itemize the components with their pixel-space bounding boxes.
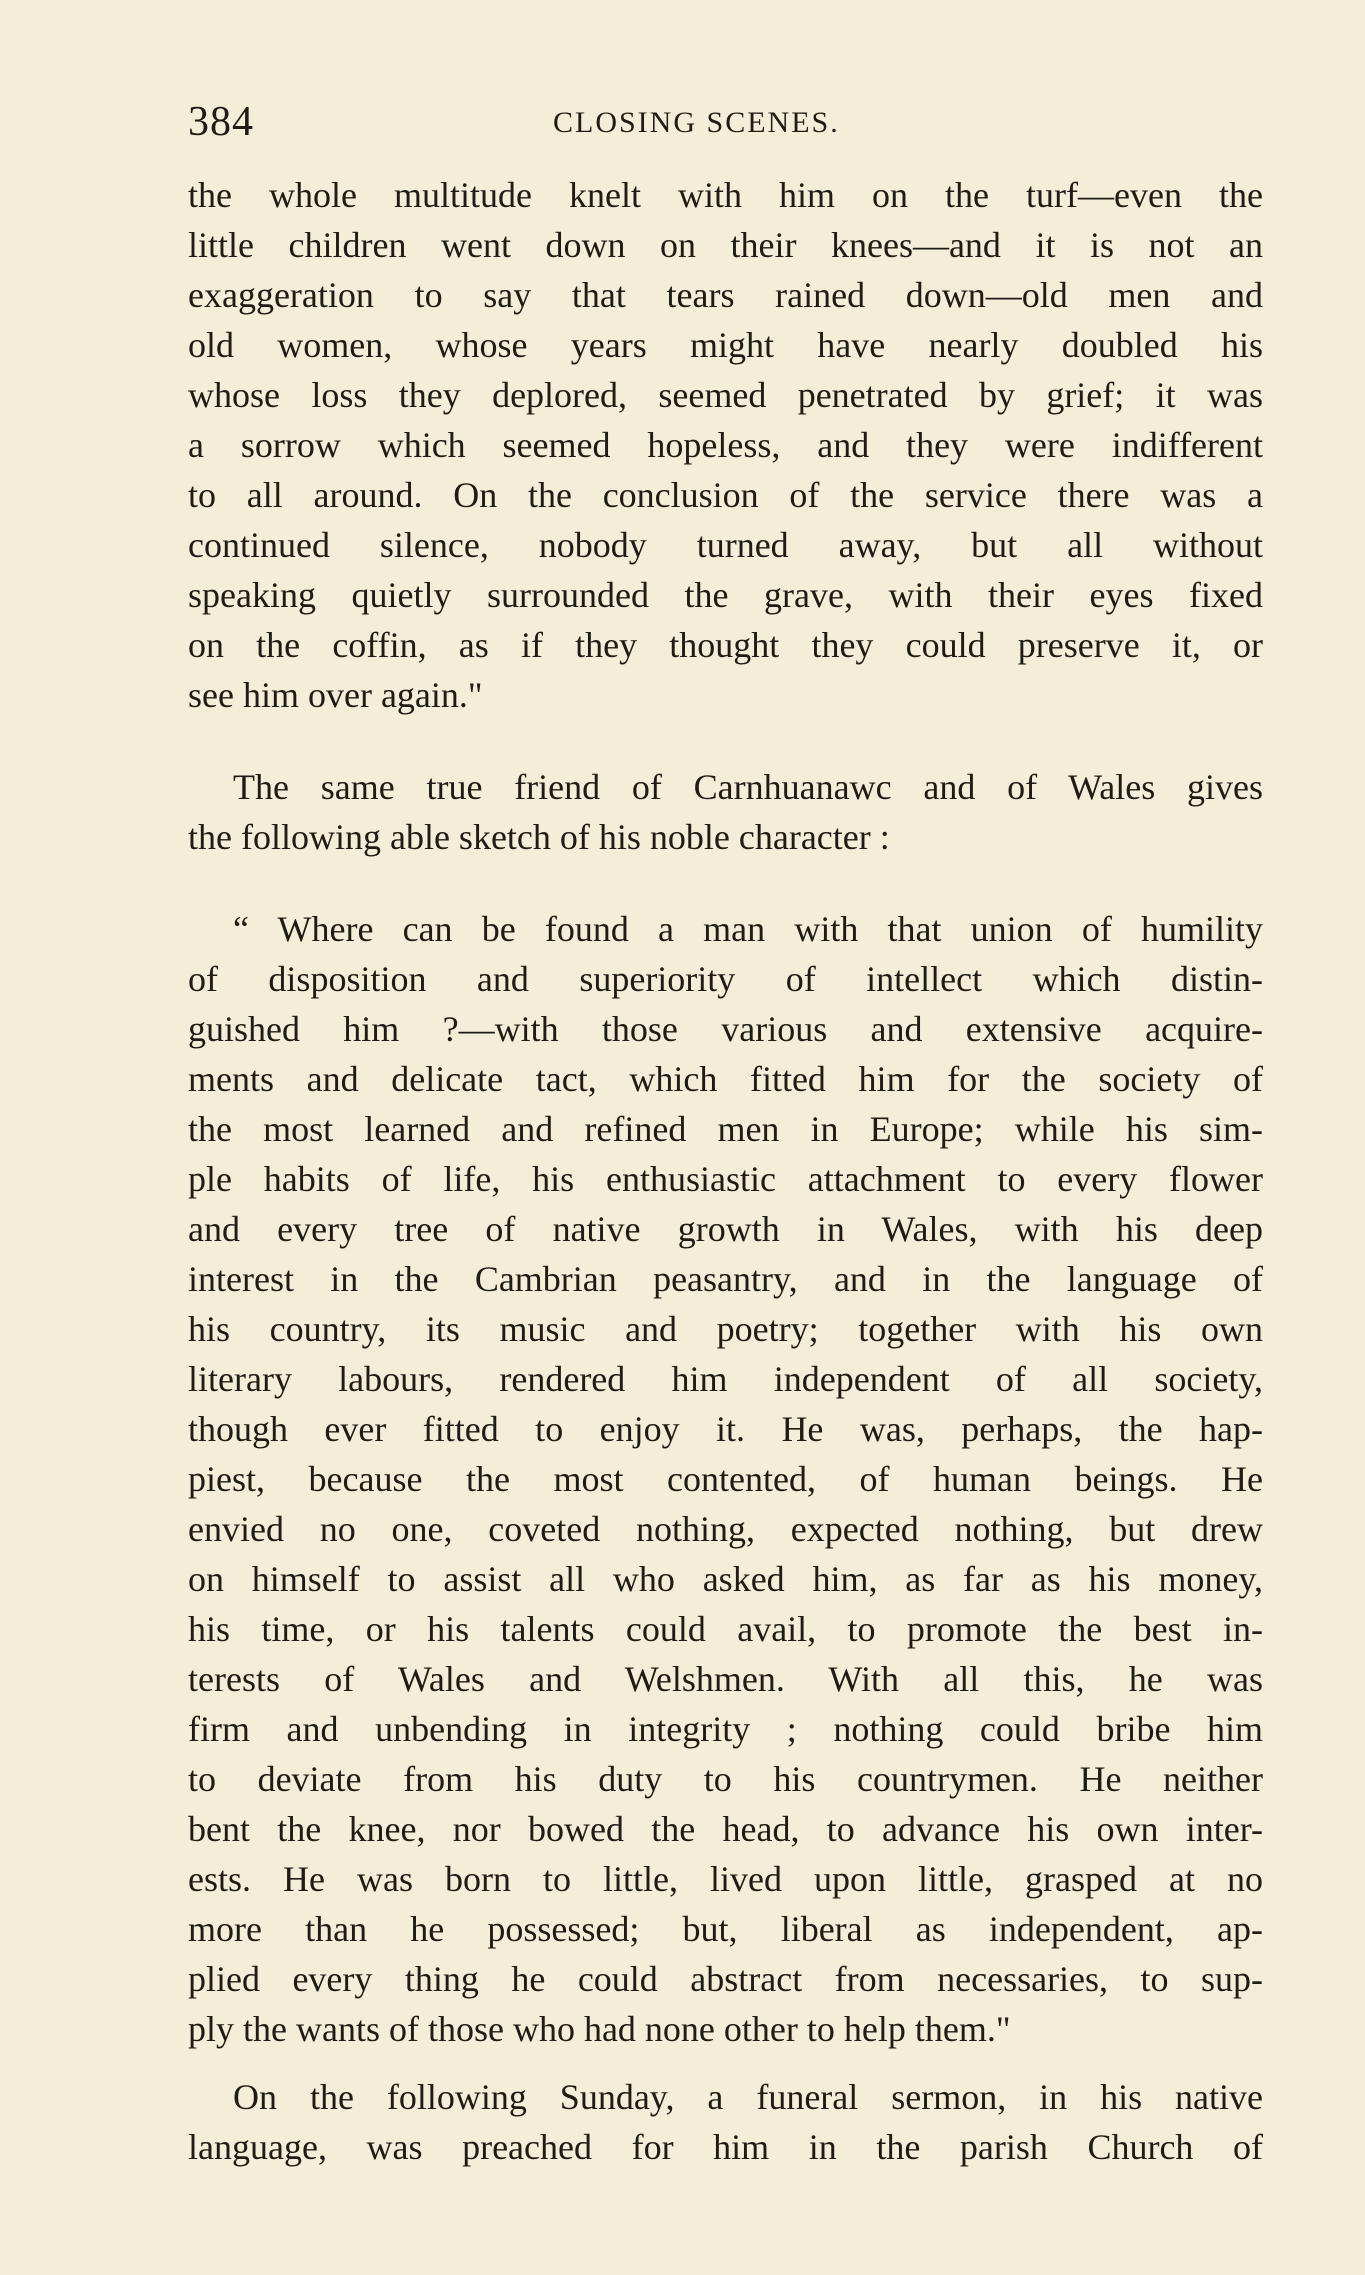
text-line: on himself to assist all who asked him, as far as his money, — [188, 1559, 1263, 1599]
text-line: language, was preached for him in the parish Church of — [188, 2127, 1263, 2167]
text-line: the most learned and refined men in Europe; while his sim- — [188, 1109, 1263, 1149]
quotation-paragraph — [188, 904, 1263, 2054]
paragraph — [188, 762, 1263, 862]
text-line: continued silence, nobody turned away, but all without — [188, 525, 1263, 565]
text-line: little children went down on their knees—and it is not an — [188, 225, 1263, 265]
paragraph-gap — [188, 862, 1263, 904]
text-line: literary labours, rendered him independent of all society, — [188, 1359, 1263, 1399]
text-line: piest, because the most contented, of human beings. He — [188, 1459, 1263, 1499]
text-line: envied no one, coveted nothing, expected nothing, but drew — [188, 1509, 1263, 1549]
text-line: his time, or his talents could avail, to promote the best in- — [188, 1609, 1263, 1649]
text-line: a sorrow which seemed hopeless, and they were indifferent — [188, 425, 1263, 465]
text-line: whose loss they deplored, seemed penetrated by grief; it was — [188, 375, 1263, 415]
text-line: of disposition and superiority of intellect which distin- — [188, 959, 1263, 999]
text-line: “ Where can be found a man with that union of humility — [233, 909, 1263, 949]
text-line: to all around. On the conclusion of the service there was a — [188, 475, 1263, 515]
text-line: exaggeration to say that tears rained down—old men and — [188, 275, 1263, 315]
text-line: though ever fitted to enjoy it. He was, perhaps, the hap- — [188, 1409, 1263, 1449]
text-line: ple habits of life, his enthusiastic attachment to every flower — [188, 1159, 1263, 1199]
text-line: speaking quietly surrounded the grave, with their eyes fixed — [188, 575, 1263, 615]
paragraph — [188, 170, 1263, 720]
text-line: to deviate from his duty to his countrymen. He neither — [188, 1759, 1263, 1799]
text-line: the following able sketch of his noble character : — [188, 817, 890, 857]
text-line: interest in the Cambrian peasantry, and in the language of — [188, 1259, 1263, 1299]
paragraph-gap — [188, 720, 1263, 762]
body-text — [188, 170, 1263, 2172]
text-line: bent the knee, nor bowed the head, to advance his own inter- — [188, 1809, 1263, 1849]
text-line: on the coffin, as if they thought they could preserve it, or — [188, 625, 1263, 665]
text-line: ply the wants of those who had none other to help them." — [188, 2009, 1011, 2049]
text-line: old women, whose years might have nearly doubled his — [188, 325, 1263, 365]
text-line: the whole multitude knelt with him on the turf—even the — [188, 175, 1263, 215]
page-number: 384 — [188, 99, 254, 145]
text-line: firm and unbending in integrity ; nothing could bribe him — [188, 1709, 1263, 1749]
text-line: plied every thing he could abstract from necessaries, to sup- — [188, 1959, 1263, 1999]
text-line: more than he possessed; but, liberal as independent, ap- — [188, 1909, 1263, 1949]
page-header — [188, 98, 1263, 158]
text-line: guished him ?—with those various and extensive acquire- — [188, 1009, 1263, 1049]
paragraph-gap — [188, 2054, 1263, 2072]
text-line: On the following Sunday, a funeral sermon, in his native — [233, 2077, 1263, 2117]
running-head: CLOSING SCENES. — [553, 106, 840, 139]
text-line: his country, its music and poetry; together with his own — [188, 1309, 1263, 1349]
text-line: ests. He was born to little, lived upon little, grasped at no — [188, 1859, 1263, 1899]
text-line: and every tree of native growth in Wales, with his deep — [188, 1209, 1263, 1249]
text-line: terests of Wales and Welshmen. With all this, he was — [188, 1659, 1263, 1699]
text-line: see him over again." — [188, 675, 483, 715]
text-line: ments and delicate tact, which fitted him for the society of — [188, 1059, 1263, 1099]
paragraph — [188, 2072, 1263, 2172]
text-line: The same true friend of Carnhuanawc and of Wales gives — [233, 767, 1263, 807]
